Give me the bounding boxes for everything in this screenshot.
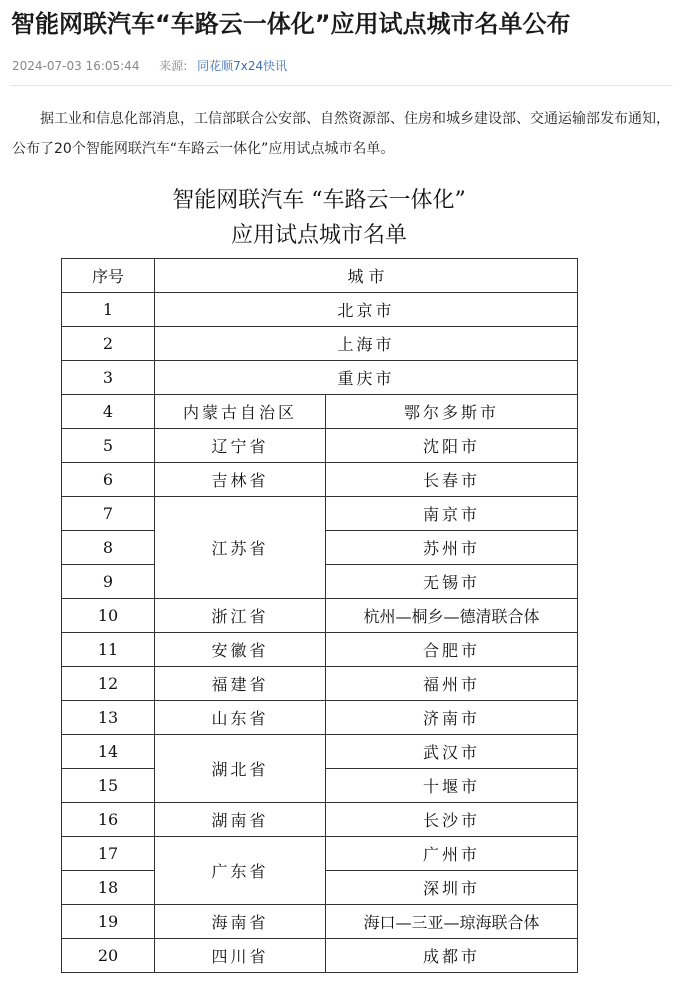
table-row (62, 905, 578, 939)
row-no: 10 (62, 599, 155, 633)
province-cell: 吉林省 (155, 463, 326, 497)
row-no: 5 (62, 429, 155, 463)
table-row (62, 463, 578, 497)
table-row (62, 837, 578, 871)
source-link[interactable]: 同花顺7x24快讯 (197, 59, 288, 73)
province-cell: 内蒙古自治区 (155, 395, 326, 429)
province-cell: 湖南省 (155, 803, 326, 837)
table-row (62, 599, 578, 633)
header-city: 城 市 (155, 259, 578, 293)
meta-divider (10, 85, 673, 86)
province-cell: 安徽省 (155, 633, 326, 667)
table-row (62, 701, 578, 735)
row-no: 7 (62, 497, 155, 531)
table-row (62, 939, 578, 973)
city-cell: 福州市 (326, 667, 578, 701)
city-cell: 武汉市 (326, 735, 578, 769)
city-cell: 长春市 (326, 463, 578, 497)
header-no: 序号 (62, 259, 155, 293)
row-no: 6 (62, 463, 155, 497)
table-row (62, 361, 578, 395)
province-cell: 浙江省 (155, 599, 326, 633)
city-cell: 长沙市 (326, 803, 578, 837)
row-no: 20 (62, 939, 155, 973)
row-no: 4 (62, 395, 155, 429)
city-cell: 南京市 (326, 497, 578, 531)
image-title-line2: 应用试点城市名单 (230, 223, 407, 248)
city-cell: 济南市 (326, 701, 578, 735)
city-cell: 上海市 (155, 327, 578, 361)
city-cell: 无锡市 (326, 565, 578, 599)
city-cell: 重庆市 (155, 361, 578, 395)
row-no: 13 (62, 701, 155, 735)
row-no: 8 (62, 531, 155, 565)
province-cell: 广东省 (155, 837, 326, 905)
city-cell: 杭州—桐乡—德清联合体 (326, 599, 578, 633)
city-cell: 苏州市 (326, 531, 578, 565)
province-cell: 山东省 (155, 701, 326, 735)
city-cell: 广州市 (326, 837, 578, 871)
city-cell: 海口—三亚—琼海联合体 (326, 905, 578, 939)
row-no: 3 (62, 361, 155, 395)
city-cell: 北京市 (155, 293, 578, 327)
table-row (62, 667, 578, 701)
row-no: 15 (62, 769, 155, 803)
row-no: 19 (62, 905, 155, 939)
city-cell: 十堰市 (326, 769, 578, 803)
table-row (62, 429, 578, 463)
row-no: 17 (62, 837, 155, 871)
row-no: 1 (62, 293, 155, 327)
city-cell: 合肥市 (326, 633, 578, 667)
row-no: 14 (62, 735, 155, 769)
row-no: 11 (62, 633, 155, 667)
publish-datetime: 2024-07-03 16:05:44 (12, 59, 140, 73)
table-row (62, 735, 578, 769)
province-cell: 江苏省 (155, 497, 326, 599)
table-row (62, 395, 578, 429)
article-title: 智能网联汽车“车路云一体化”应用试点城市名单公布 (11, 10, 571, 38)
province-cell: 福建省 (155, 667, 326, 701)
table-header-row (62, 259, 578, 293)
province-cell: 四川省 (155, 939, 326, 973)
province-cell: 海南省 (155, 905, 326, 939)
city-cell: 深圳市 (326, 871, 578, 905)
table-row (62, 633, 578, 667)
image-title-line1: 智能网联汽车 “车路云一体化” (172, 188, 466, 213)
table-row (62, 497, 578, 531)
table-row (62, 327, 578, 361)
city-cell: 成都市 (326, 939, 578, 973)
row-no: 18 (62, 871, 155, 905)
article-body: 据工业和信息化部消息，工信部联合公安部、自然资源部、住房和城乡建设部、交通运输部发布通知，公布了20个智能网联汽车“车路云一体化”应用试点城市名单。 (12, 111, 670, 157)
table-row (62, 803, 578, 837)
article-meta (12, 57, 287, 74)
province-cell: 辽宁省 (155, 429, 326, 463)
city-cell: 沈阳市 (326, 429, 578, 463)
row-no: 12 (62, 667, 155, 701)
row-no: 16 (62, 803, 155, 837)
source-label: 来源: (159, 59, 188, 73)
table-row (62, 293, 578, 327)
city-cell: 鄂尔多斯市 (326, 395, 578, 429)
row-no: 2 (62, 327, 155, 361)
row-no: 9 (62, 565, 155, 599)
pilot-cities-table (61, 258, 578, 973)
province-cell: 湖北省 (155, 735, 326, 803)
